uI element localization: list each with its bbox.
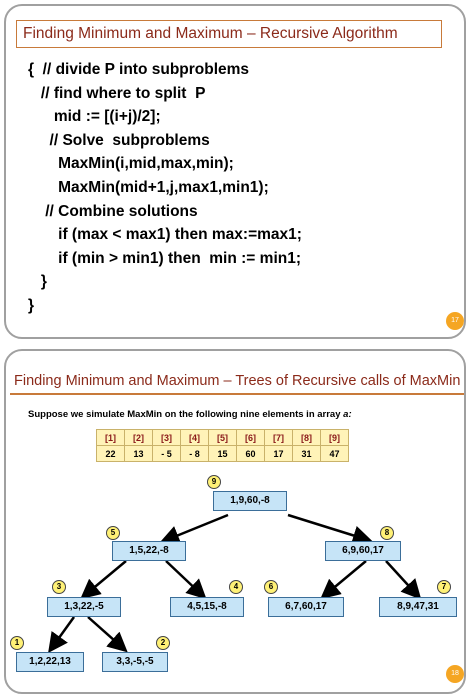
code-line: } <box>28 296 35 314</box>
tree-edge <box>386 561 418 596</box>
tree-node-leaf-2: 3,3,-5,-5 <box>102 652 168 672</box>
code-line: if (max < max1) then max:=max1; <box>28 226 302 244</box>
code-line: // find where to split P <box>28 84 206 102</box>
array-variable: a: <box>343 409 352 420</box>
code-line: // Solve subproblems <box>28 131 210 149</box>
array-value-row: 22 13 - 5 - 8 15 60 17 31 47 <box>97 446 349 462</box>
tree-edge <box>164 515 228 541</box>
code-line: // Combine solutions <box>28 202 198 220</box>
call-order-badge: 9 <box>207 475 221 489</box>
slide-title-bar <box>16 20 442 48</box>
tree-node-left: 1,5,22,-8 <box>112 541 186 561</box>
code-line: if (min > min1) then min := min1; <box>28 249 301 267</box>
call-order-badge: 1 <box>10 636 24 650</box>
tree-node-leaf-1: 1,2,22,13 <box>16 652 84 672</box>
tree-node-root: 1,9,60,-8 <box>213 491 287 511</box>
call-order-badge: 4 <box>229 580 243 594</box>
call-order-badge: 2 <box>156 636 170 650</box>
intro-text: Suppose we simulate MaxMin on the following nine elements in array a: <box>28 409 352 420</box>
tree-edge <box>288 515 368 540</box>
call-order-badge: 8 <box>380 526 394 540</box>
slide-18 <box>4 349 466 694</box>
call-order-badge: 3 <box>52 580 66 594</box>
slide-17 <box>4 4 466 339</box>
tree-edge <box>84 561 126 596</box>
pseudocode-block <box>28 58 302 318</box>
code-line: MaxMin(i,mid,max,min); <box>28 155 234 173</box>
tree-node-left-right: 4,5,15,-8 <box>170 597 244 617</box>
page-number-badge: 18 <box>446 665 464 683</box>
tree-node-right-right: 8,9,47,31 <box>379 597 457 617</box>
tree-edge <box>324 561 366 596</box>
page-number-badge: 17 <box>446 312 464 330</box>
tree-node-left-left: 1,3,22,-5 <box>47 597 121 617</box>
tree-node-right: 6,9,60,17 <box>325 541 401 561</box>
tree-node-right-left: 6,7,60,17 <box>268 597 344 617</box>
tree-edge <box>88 617 124 649</box>
call-order-badge: 7 <box>437 580 451 594</box>
code-line: mid := [(i+j)/2]; <box>28 108 161 126</box>
code-line: MaxMin(mid+1,j,max1,min1); <box>28 178 269 196</box>
tree-edge <box>51 617 74 649</box>
call-order-badge: 5 <box>106 526 120 540</box>
code-line: { // divide P into subproblems <box>28 61 250 78</box>
code-line: } <box>28 273 47 291</box>
call-order-badge: 6 <box>264 580 278 594</box>
slide-title: Finding Minimum and Maximum – Trees of Recursive calls of MaxMin <box>14 373 461 389</box>
array-index-row: [1] [2] [3] [4] [5] [6] [7] [8] [9] <box>97 430 349 446</box>
tree-edge <box>166 561 203 596</box>
slide-title: Finding Minimum and Maximum – Recursive Algorithm <box>23 25 398 42</box>
tree-edges <box>6 351 466 694</box>
